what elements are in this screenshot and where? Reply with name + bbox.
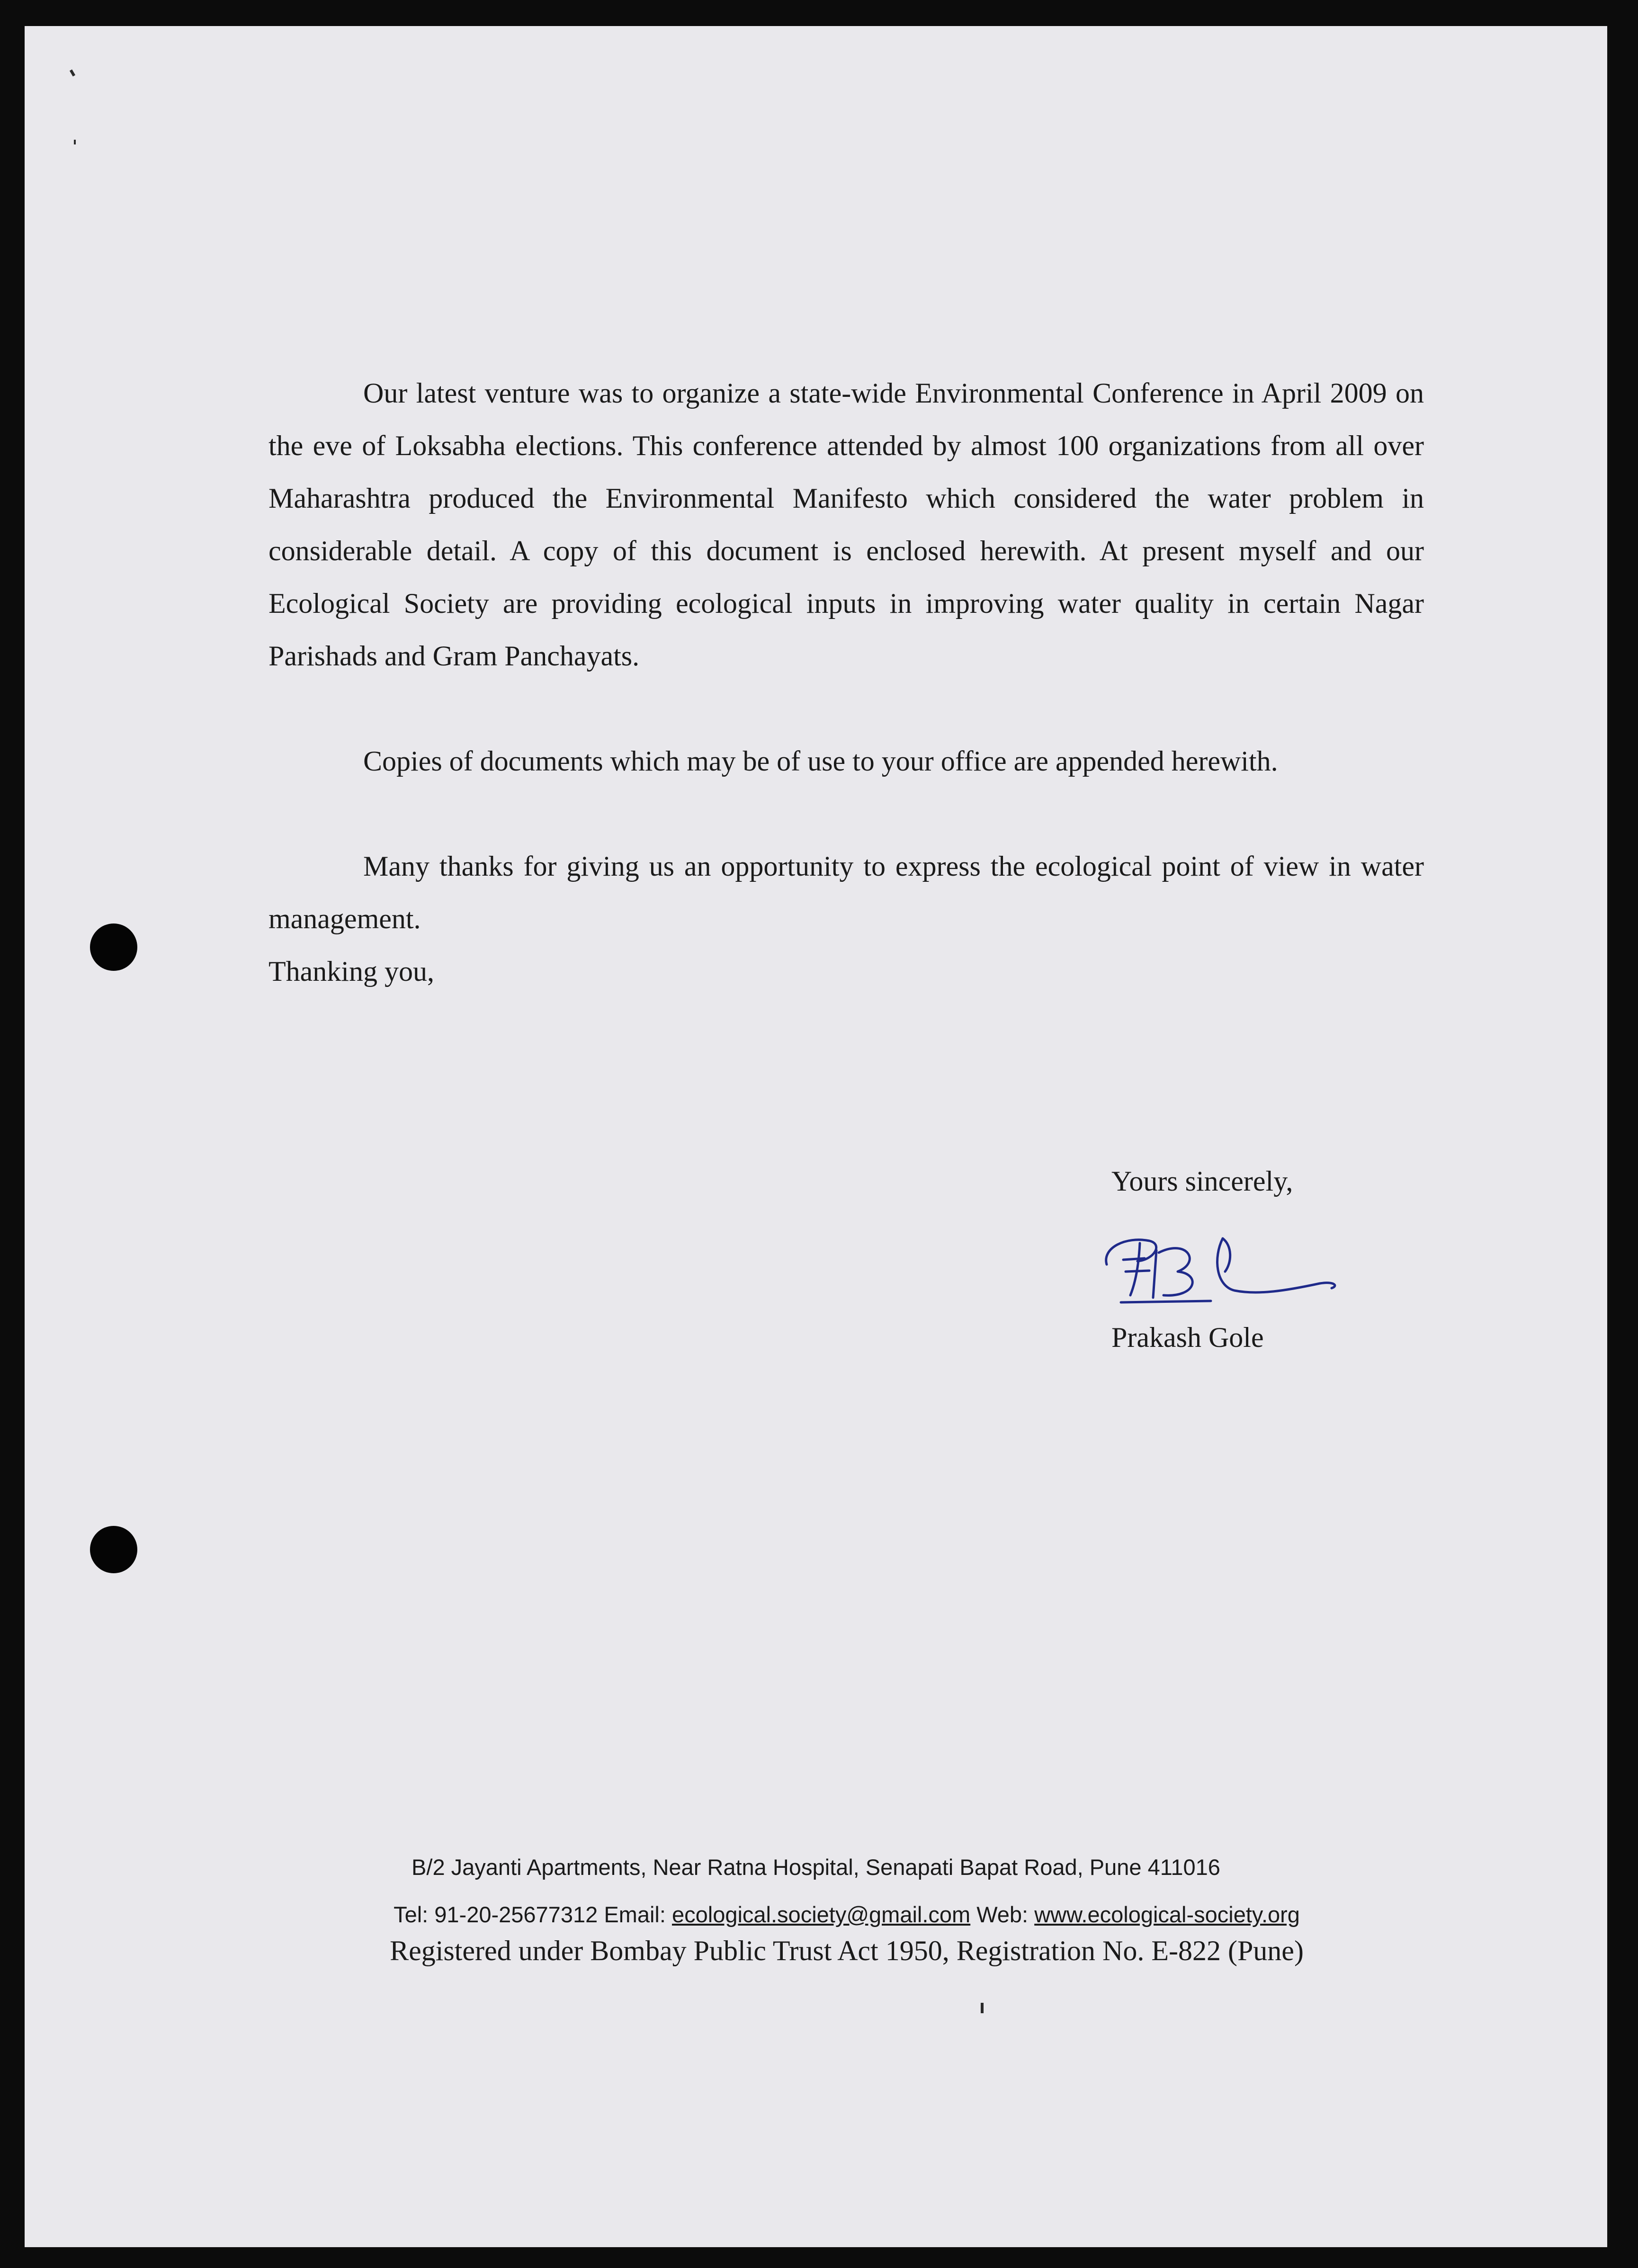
tel-label: Tel: bbox=[394, 1902, 429, 1927]
paragraph-gap bbox=[269, 788, 1424, 840]
signature-image bbox=[1097, 1219, 1343, 1328]
email-link[interactable]: ecological.society@gmail.com bbox=[671, 1902, 971, 1927]
footer-registration: Registered under Bombay Public Trust Act 1950, Registration No. E-822 (Pune) bbox=[390, 1935, 1304, 1966]
footer-address: B/2 Jayanti Apartments, Near Ratna Hospital, Senapati Bapat Road, Pune 411016 bbox=[412, 1855, 1220, 1880]
paragraph-documents: Copies of documents which may be of use to your office are appended herewith. bbox=[363, 745, 1278, 777]
paragraph-gap bbox=[269, 682, 1424, 735]
web-label: Web: bbox=[976, 1902, 1029, 1927]
punch-hole bbox=[90, 1526, 137, 1573]
closing-salutation: Yours sincerely, bbox=[1111, 1165, 1293, 1197]
signatory-name: Prakash Gole bbox=[1111, 1322, 1264, 1353]
paragraph-conference: Our latest venture was to organize a state-wide Environmental Conference in April 2009 on the eve of Loksabha elections. This conference attended by almost 100 organizations from all over Maharashtra produced the Environmental Manifesto which considered the water problem in considerable detail. A copy of this document is enclosed herewith. At present myself and our Ecological Society are providing ecological inputs in improving water quality in certain Nagar Parishads and Gram Panchayats. bbox=[269, 377, 1424, 672]
paper-speck bbox=[70, 69, 75, 76]
footer-contact bbox=[25, 1901, 1607, 1927]
tel-number: 91-20-25677312 bbox=[434, 1902, 598, 1927]
paper-speck bbox=[74, 140, 76, 144]
email-label: Email: bbox=[604, 1902, 666, 1927]
thanking-line: Thanking you, bbox=[269, 956, 434, 987]
web-link[interactable]: www.ecological-society.org bbox=[1034, 1902, 1300, 1927]
letter-body bbox=[269, 367, 1424, 998]
paragraph-thanks: Many thanks for giving us an opportunity to express the ecological point of view in water management. bbox=[269, 851, 1424, 934]
paper-speck bbox=[981, 2003, 984, 2013]
letter-page bbox=[25, 26, 1607, 2247]
punch-hole bbox=[90, 923, 137, 971]
